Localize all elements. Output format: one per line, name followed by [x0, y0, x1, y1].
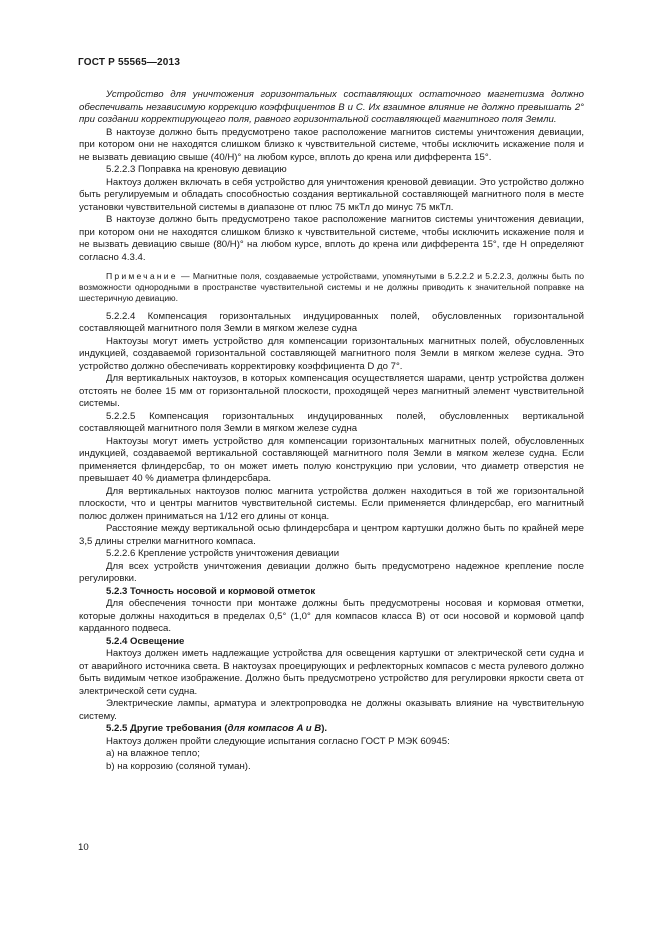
paragraph: Нактоузы могут иметь устройство для компенсации горизонтальных магнитных полей, обусловленных индукцией, создаваемой вертикальной составляющей магнитного поля Земли в мягком железе судна. Если применяется флиндерсбар, то он может иметь полую конструкцию при условии, что диаметр отверстия не превышает 40 % диаметра флиндерсбара.: [79, 435, 584, 485]
paragraph: Расстояние между вертикальной осью флиндерсбара и центром картушки должно быть по крайней мере 3,5 длины стрелки магнитного компаса.: [79, 523, 584, 547]
paragraph: В нактоузе должно быть предусмотрено такое расположение магнитов системы уничтожения девиации, при котором они не находятся слишком близко к чувствительной системе, чтобы исключить искажение поля и не вызвать девиацию свыше (80/H)° на любом курсе, вплоть до крена или дифферента 15°, где H определяют согласно 4.3.4.: [79, 214, 584, 263]
paragraph: Нактоуз должен пройти следующие испытания согласно ГОСТ Р МЭК 60945:: [106, 735, 450, 747]
paragraph: Нактоуз должен иметь надлежащие устройства для освещения картушки от электрической сети судна и от аварийного источника света. В нактоузах проецирующих и рефлекторных компасов с места рулевого должно быть видимым четкое изображение. Должно быть предусмотрено устройство для регулировки яркости света от электрической сети судна.: [79, 648, 584, 697]
list-item: b) на коррозию (соляной туман).: [106, 760, 251, 772]
note-label: Примечание: [106, 271, 178, 281]
page-number: 10: [78, 842, 89, 853]
paragraph: Электрические лампы, арматура и электропроводка не должны оказывать влияние на чувствительную систему.: [79, 698, 584, 722]
subsection-heading: 5.2.2.4 Компенсация горизонтальных индуцированных полей, обусловленных горизонтальной составляющей магнитного поля Земли в мягком железе судна: [79, 310, 584, 335]
note: [79, 271, 584, 305]
subsection-heading: 5.2.2.3 Поправка на креновую девиацию: [106, 164, 287, 175]
section-heading-italic: для компасов A и B: [227, 723, 322, 735]
section-heading: 5.2.4 Освещение: [106, 635, 185, 647]
paragraph: Для всех устройств уничтожения девиации должно быть предусмотрено надежное крепление после регулировки.: [79, 560, 584, 585]
document-header: ГОСТ Р 55565—2013: [78, 57, 181, 68]
paragraph: Нактоуз должен включать в себя устройство для уничтожения креновой девиации. Это устройство должно быть регулируемым и обладать способностью создания вертикальной составляющей магнитного поля в месте установки чувствительной системы в диапазоне от плюс 75 мкТл до минус 75 мкТл.: [79, 176, 584, 213]
section-heading: 5.2.3 Точность носовой и кормовой отметок: [106, 585, 316, 597]
section-heading-suffix: ).: [321, 723, 328, 735]
list-item: a) на влажное тепло;: [106, 748, 200, 760]
section-heading: [79, 723, 584, 736]
section-heading-prefix: 5.2.5 Другие требования (: [106, 723, 228, 735]
subsection-heading: 5.2.2.5 Компенсация горизонтальных индуцированных полей, обусловленных вертикальной составляющей магнитного поля Земли в мягком железе судна: [79, 410, 584, 435]
paragraph: В нактоузе должно быть предусмотрено такое расположение магнитов системы уничтожения девиации, при котором они не находятся слишком близко к чувствительной системе, чтобы исключить искажение поля и не вызвать девиацию свыше (40/H)° на любом курсе, вплоть до крена или дифферента 15°.: [79, 126, 584, 163]
paragraph: Для обеспечения точности при монтаже должны быть предусмотрены носовая и кормовая отметки, которые должны находиться в пределах 0,5° (1,0° для компасов класса B) от оси носовой и кормовой цапф карданного подвеса.: [79, 598, 584, 635]
note-text: — Магнитные поля, создаваемые устройствами, упомянутыми в 5.2.2.2 и 5.2.2.3, должны быть по возможности однородными в пространстве чувствительной системы и не должны приводить к значительной поправке на шестеричную девиацию.: [79, 271, 584, 304]
paragraph: Для вертикальных нактоузов, в которых компенсация осуществляется шарами, центр устройства должен отстоять не более 15 мм от горизонтальной плоскости, проходящей через магнитный элемент чувствительной системы.: [79, 373, 584, 410]
paragraph: Нактоузы могут иметь устройство для компенсации горизонтальных магнитных полей, обусловленных индукцией, создаваемой горизонтальной составляющей магнитного поля Земли в мягком железе судна. Это устройство должно обеспечивать корректировку коэффициента D до 7°.: [79, 335, 584, 372]
paragraph: Устройство для уничтожения горизонтальных составляющих остаточного магнетизма должно обеспечивать независимую коррекцию коэффициентов B и C. Их взаимное влияние не должно превышать 2° при создании корректирующего поля, равного горизонтальной составляющей магнитного поля Земли.: [79, 89, 584, 125]
subsection-heading: 5.2.2.6 Крепление устройств уничтожения девиации: [106, 548, 340, 560]
paragraph: Для вертикальных нактоузов полюс магнита устройства должен находиться в той же горизонтальной плоскости, что и центры магнитов чувствительной системы. Если применяется флиндерсбар, его магнитный полюс должен приниматься на 1/12 его длины от конца.: [79, 485, 584, 522]
document-body: [79, 89, 584, 773]
